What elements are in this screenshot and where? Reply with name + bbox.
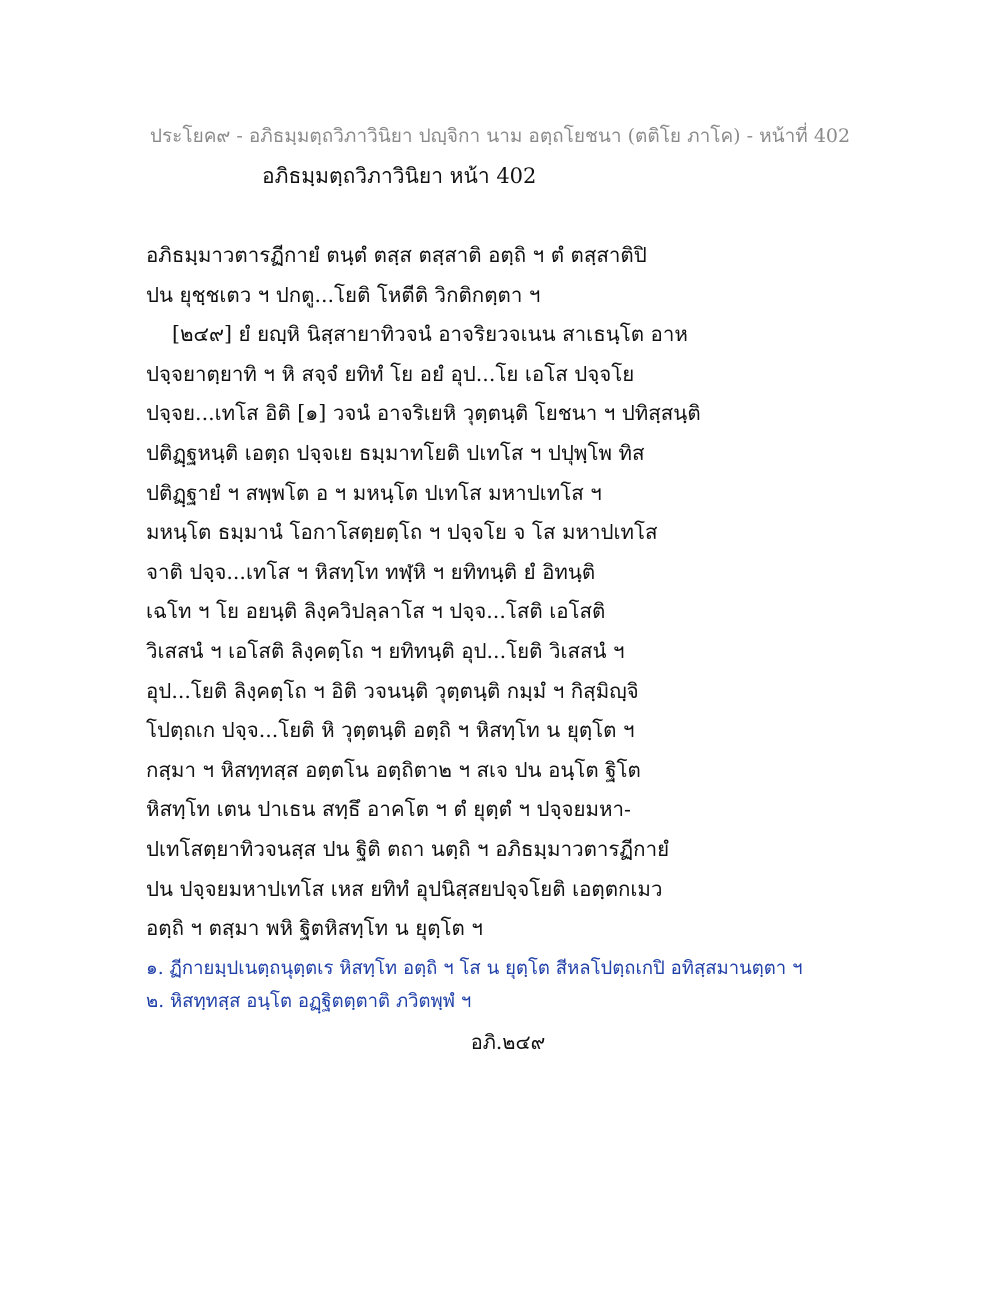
page-title: อภิธมฺมตฺถวิภาวินิยา หน้า 402 (262, 164, 537, 188)
text-line: ปจฺจยาตฺยาทิ ฯ หิ สจฺจํ ยทิทํ โย อยํ อุป...โย เอโส ปจฺจโย (146, 361, 635, 386)
text-line: ปน ยุชฺชเตว ฯ ปกตู...โยติ โหตีติ วิกติกตฺตา ฯ (146, 282, 541, 307)
page-reference: อภิ.๒๔๙ (470, 1030, 546, 1054)
text-line: อภิธมฺมาวตารฏีกายํ ตนฺตํ ตสฺส ตสฺสาติ อตฺถิ ฯ ตํ ตสฺสาติปิ (146, 243, 647, 267)
text-line: อตฺถิ ฯ ตสฺมา พหิ ฐิตหิสทฺโท น ยุตฺโต ฯ (146, 916, 483, 941)
footnote-2: ๒. หิสทฺทสฺส อนฺโต อฏฺฐิตตฺตาติ ภวิตพฺพํ ฯ (146, 991, 472, 1012)
text-line: หิสทฺโท เตน ปาเธน สทฺธึ อาคโต ฯ ตํ ยุตฺตํ ฯ ปจฺจยมหา- (146, 797, 631, 822)
footnote-1: ๑. ฏีกายมฺปเนตฺถนุตฺตเร หิสทฺโท อตฺถิ ฯ โส น ยุตฺโต สีหลโปตฺถเกปิ อทิสฺสมานตฺตา ฯ (146, 958, 803, 979)
body-text (146, 236, 836, 949)
text-line: วิเสสนํ ฯ เอโสติ ลิงฺคตฺโถ ฯ ยทิทนฺติ อุป...โยติ วิเสสนํ ฯ (146, 638, 625, 663)
text-line: ปติฏฺฐายํ ฯ สพฺพโต อ ฯ มหนฺโต ปเทโส มหาปเทโส ฯ (146, 480, 602, 505)
text-line: อุป...โยติ ลิงฺคตฺโถ ฯ อิติ วจนนฺติ วุตฺตนฺติ กมฺมํ ฯ กิสฺมิญฺจิ (146, 678, 639, 703)
running-header: ประโยค๙ - อภิธมฺมตฺถวิภาวินิยา ปญฺจิกา นาม อตฺถโยชนา (ตติโย ภาโค) - หน้าที่ 402 (149, 125, 851, 147)
text-line: โปตฺถเก ปจฺจ...โยติ หิ วุตฺตนฺติ อตฺถิ ฯ หิสทฺโท น ยุตฺโต ฯ (146, 718, 635, 743)
footnotes (146, 952, 866, 1018)
text-line: ปจฺจย...เทโส อิติ [๑] วจนํ อาจริเยหิ วุตฺตนฺติ โยชนา ฯ ปทิสฺสนฺติ (146, 401, 701, 426)
paragraph-start-line: [๒๔๙] ยํ ยญฺหิ นิสฺสายาทิวจนํ อาจริยวจเนน สาเธนฺโต อาห (172, 322, 688, 347)
text-line: ปเทโสตฺยาทิวจนสฺส ปน ฐิติ ตถา นตฺถิ ฯ อภิธมฺมาวตารฏีกายํ (146, 836, 670, 861)
text-line: มหนฺโต ธมฺมานํ โอกาโสตฺยตฺโถ ฯ ปจฺจโย จ โส มหาปเทโส (146, 520, 658, 545)
text-line: ปติฏฺฐหนฺติ เอตฺถ ปจฺจเย ธมฺมาทโยติ ปเทโส ฯ ปปุพฺโพ ทิส (146, 440, 645, 465)
text-line: กสฺมา ฯ หิสทฺทสฺส อตฺตโน อตฺถิตา๒ ฯ สเจ ปน อนฺโต ฐิโต (146, 757, 641, 782)
text-line: ปน ปจฺจยมหาปเทโส เหส ยทิทํ อุปนิสฺสยปจฺจโยติ เอตฺตกเมว (146, 876, 663, 901)
text-line: เฉโท ฯ โย อยนฺติ ลิงฺควิปลฺลาโส ฯ ปจฺจ...โสติ เอโสติ (146, 599, 606, 624)
text-line: จาติ ปจฺจ...เทโส ฯ หิสทฺโท ทฬฺหิ ฯ ยทิทนฺติ ยํ อิทนฺติ (146, 559, 596, 584)
